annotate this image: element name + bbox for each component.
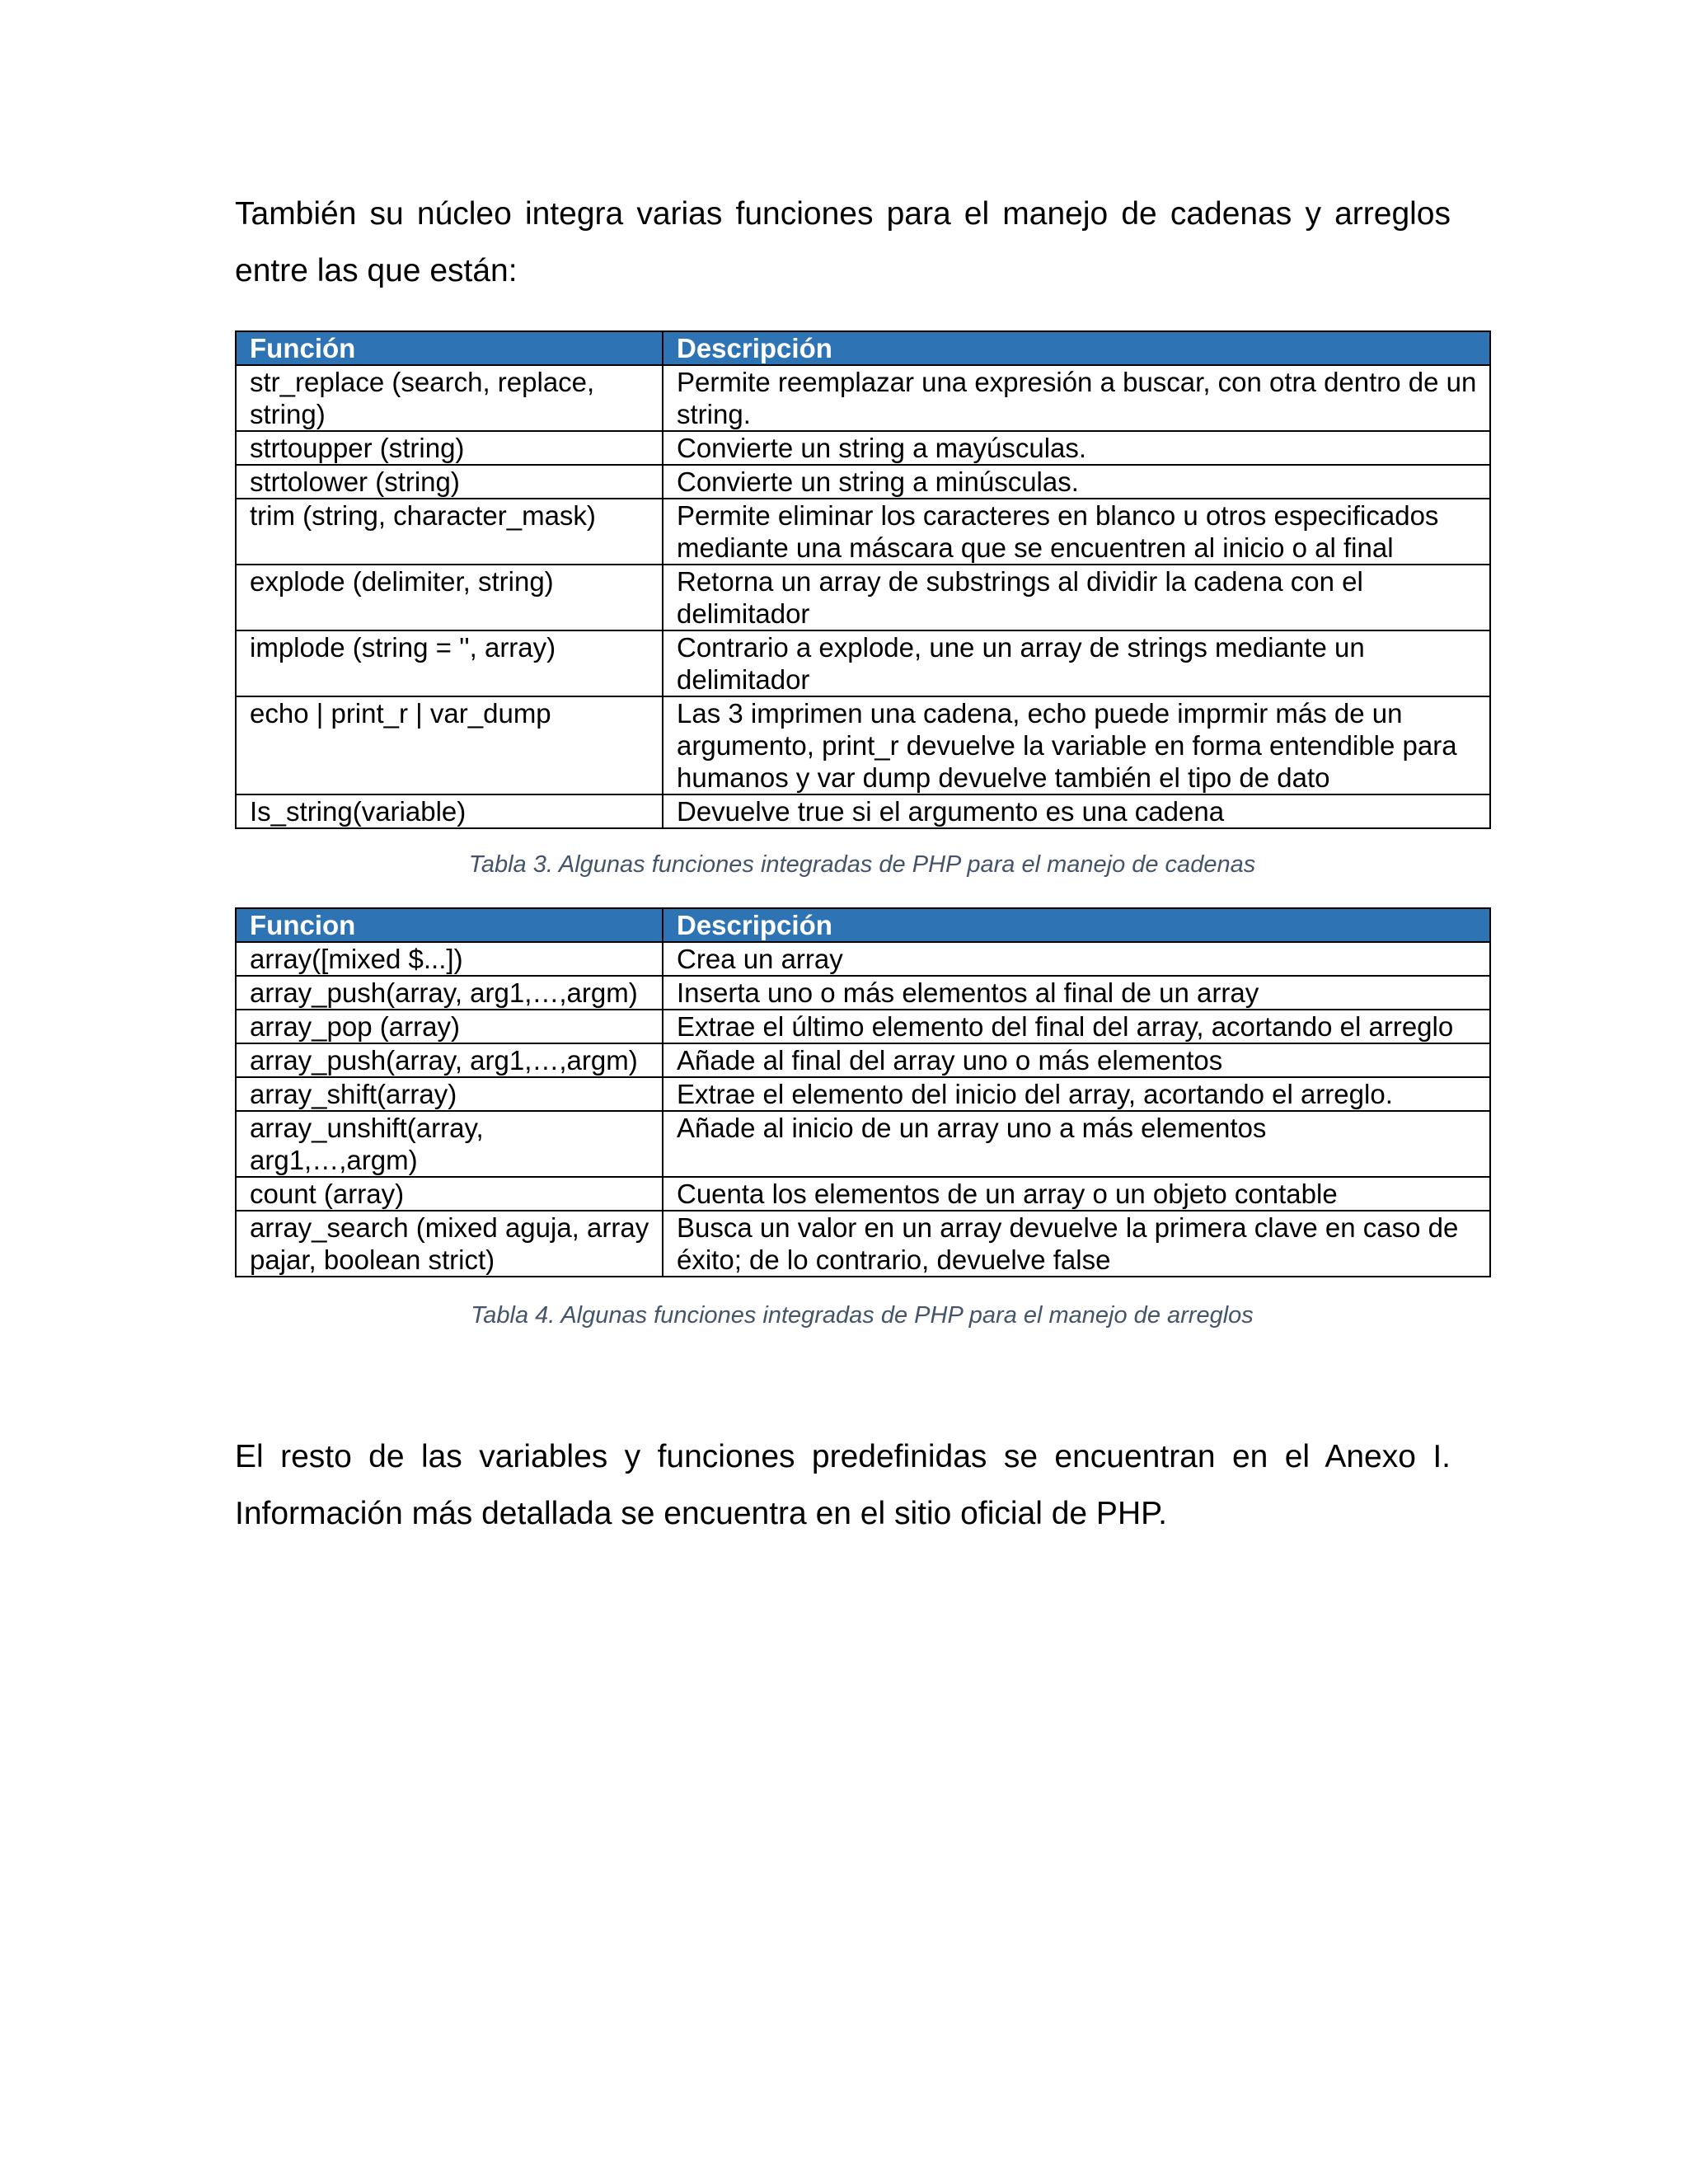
description-cell: Extrae el último elemento del final del array, acortando el arreglo [663,1010,1490,1043]
description-cell: Permite reemplazar una expresión a buscar, con otra dentro de un string. [663,365,1490,431]
table-row [236,1043,1490,1077]
description-cell: Permite eliminar los caracteres en blanco u otros especificados mediante una máscara que se encuentren al inicio o al final [663,499,1490,565]
table-row [236,431,1490,465]
table-caption-strings: Tabla 3. Algunas funciones integradas de PHP para el manejo de cadenas [468,851,1256,878]
table-row [236,976,1490,1010]
header-description: Descripción [663,908,1490,942]
description-cell: Extrae el elemento del inicio del array, acortando el arreglo. [663,1077,1490,1111]
table-row [236,565,1490,630]
table-row [236,696,1490,794]
function-cell: trim (string, character_mask) [236,499,663,565]
function-cell: array([mixed $...]) [236,942,663,976]
function-cell: array_push(array, arg1,…,argm) [236,976,663,1010]
table-row [236,465,1490,499]
table-header-row [236,908,1490,942]
description-cell: Busca un valor en un array devuelve la primera clave en caso de éxito; de lo contrario, devuelve false [663,1211,1490,1277]
function-cell: echo | print_r | var_dump [236,696,663,794]
table-row [236,1111,1490,1177]
function-cell: strtolower (string) [236,465,663,499]
description-cell: Convierte un string a mayúsculas. [663,431,1490,465]
table-row [236,1077,1490,1111]
function-cell: array_pop (array) [236,1010,663,1043]
table-caption-arrays: Tabla 4. Algunas funciones integradas de PHP para el manejo de arreglos [471,1302,1254,1329]
function-cell: array_unshift(array, arg1,…,argm) [236,1111,663,1177]
function-cell: implode (string = '', array) [236,630,663,696]
description-cell: Crea un array [663,942,1490,976]
function-cell: Is_string(variable) [236,794,663,828]
function-cell: explode (delimiter, string) [236,565,663,630]
header-function: Función [236,331,663,365]
function-cell: array_search (mixed aguja, array pajar, boolean strict) [236,1211,663,1277]
intro-paragraph: También su núcleo integra varias funciones para el manejo de cadenas y arreglos entre las que están: [235,196,1451,288]
array-functions-table [235,907,1491,1277]
table-row [236,365,1490,431]
table-row [236,499,1490,565]
header-description: Descripción [663,331,1490,365]
description-cell: Añade al inicio de un array uno a más elementos [663,1111,1490,1177]
description-cell: Retorna un array de substrings al dividir la cadena con el delimitador [663,565,1490,630]
description-cell: Convierte un string a minúsculas. [663,465,1490,499]
function-cell: strtoupper (string) [236,431,663,465]
table-row [236,1211,1490,1277]
closing-paragraph: El resto de las variables y funciones predefinidas se encuentran en el Anexo I. Información más detallada se encuentra en el sitio oficial de PHP. [235,1439,1451,1531]
function-cell: count (array) [236,1177,663,1211]
description-cell: Devuelve true si el argumento es una cadena [663,794,1490,828]
function-cell: str_replace (search, replace, string) [236,365,663,431]
string-functions-table [235,330,1491,829]
description-cell: Las 3 imprimen una cadena, echo puede imprmir más de un argumento, print_r devuelve la variable en forma entendible para humanos y var dump devuelve también el tipo de dato [663,696,1490,794]
description-cell: Cuenta los elementos de un array o un objeto contable [663,1177,1490,1211]
description-cell: Añade al final del array uno o más elementos [663,1043,1490,1077]
function-cell: array_shift(array) [236,1077,663,1111]
function-cell: array_push(array, arg1,…,argm) [236,1043,663,1077]
header-function: Funcion [236,908,663,942]
table-row [236,942,1490,976]
description-cell: Contrario a explode, une un array de strings mediante un delimitador [663,630,1490,696]
table-header-row [236,331,1490,365]
table-row [236,630,1490,696]
table-row [236,794,1490,828]
table-row [236,1177,1490,1211]
table-row [236,1010,1490,1043]
description-cell: Inserta uno o más elementos al final de un array [663,976,1490,1010]
